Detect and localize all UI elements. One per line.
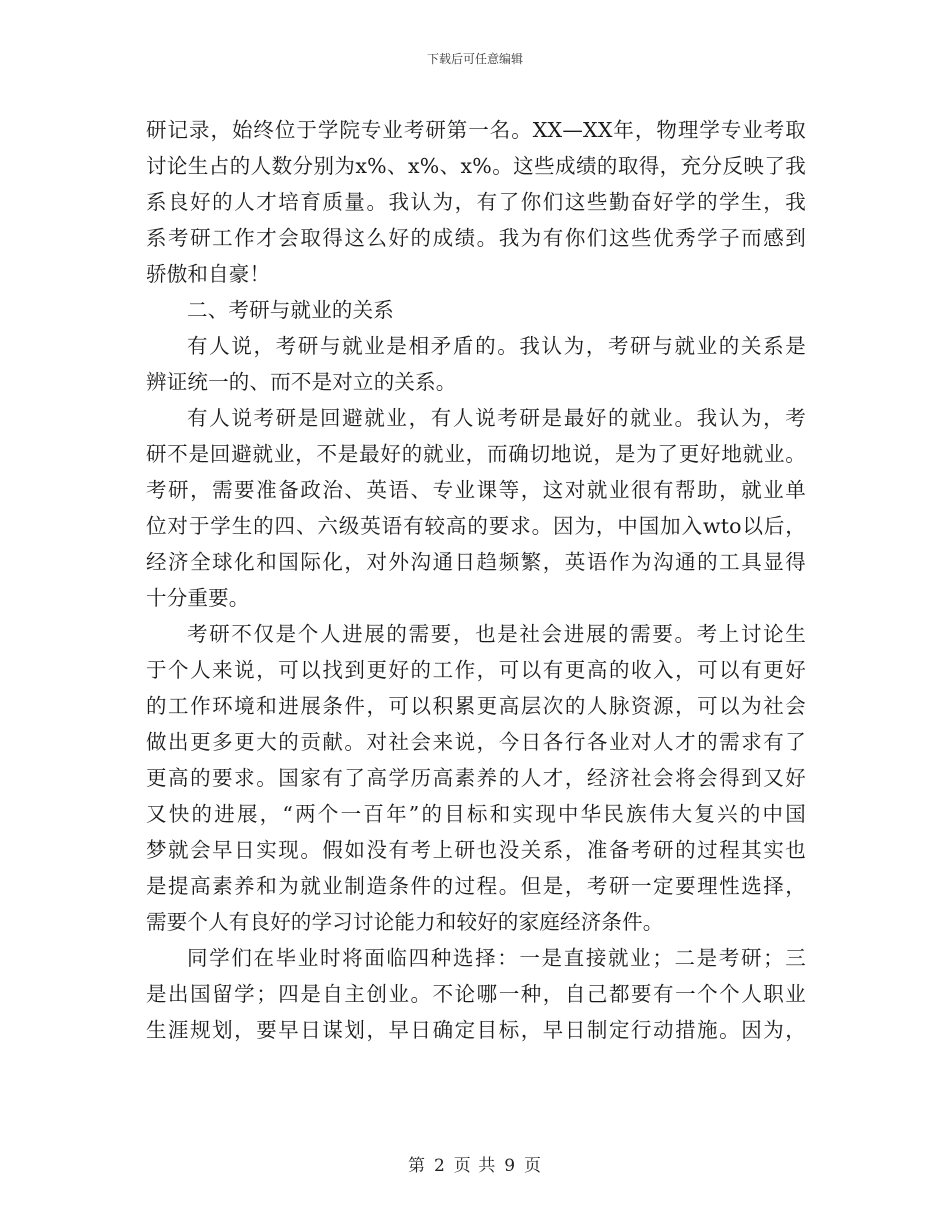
text-line: 研记录，始终位于学院专业考研第一名。XX—XX年，物理学专业考取 — [146, 118, 806, 142]
footer-total-pages: 9 — [504, 1156, 517, 1176]
footer-current-page: 2 — [433, 1156, 446, 1176]
text-line: 考研，需要准备政治、英语、专业课等，这对就业很有帮助，就业单 — [146, 478, 806, 502]
text-line: 又快的进展，“两个一百年”的目标和实现中华民族伟大复兴的中国 — [146, 802, 806, 826]
document-body — [146, 112, 806, 1048]
text-line: 系良好的人才培育质量。我认为，有了你们这些勤奋好学的学生，我 — [146, 190, 806, 214]
text-line: 有人说考研是回避就业，有人说考研是最好的就业。我认为，考 — [187, 406, 806, 430]
text-line: 研不是回避就业，不是最好的就业，而确切地说，是为了更好地就业。 — [146, 442, 806, 466]
footer-prefix: 第 — [407, 1156, 426, 1176]
text-line: 同学们在毕业时将面临四种选择：一是直接就业；二是考研；三 — [187, 946, 806, 970]
footer-suffix: 页 — [524, 1156, 543, 1176]
page-footer — [0, 1151, 950, 1176]
text-line: 的工作环境和进展条件，可以积累更高层次的人脉资源，可以为社会 — [146, 694, 806, 718]
text-line: 做出更多更大的贡献。对社会来说，今日各行各业对人才的需求有了 — [146, 730, 806, 754]
text-line: 更高的要求。国家有了高学历高素养的人才，经济社会将会得到又好 — [146, 766, 806, 790]
text-line: 需要个人有良好的学习讨论能力和较好的家庭经济条件。 — [146, 910, 664, 934]
text-line: 二、考研与就业的关系 — [187, 298, 394, 322]
page-header: 下载后可任意编辑 — [426, 52, 523, 66]
text-line: 骄傲和自豪！ — [146, 262, 271, 286]
text-line: 位对于学生的四、六级英语有较高的要求。因为，中国加入wto以后， — [146, 514, 806, 538]
text-line: 经济全球化和国际化，对外沟通日趋频繁，英语作为沟通的工具显得 — [146, 550, 806, 574]
text-line: 讨论生占的人数分别为x%、x%、x%。这些成绩的取得，充分反映了我 — [146, 154, 806, 178]
text-line: 十分重要。 — [146, 586, 250, 610]
text-line: 是出国留学；四是自主创业。不论哪一种，自己都要有一个个人职业 — [146, 982, 806, 1006]
footer-middle: 页 共 — [453, 1156, 497, 1176]
text-line: 是提高素养和为就业制造条件的过程。但是，考研一定要理性选择， — [146, 874, 806, 898]
text-line: 梦就会早日实现。假如没有考上研也没关系，准备考研的过程其实也 — [146, 838, 806, 862]
text-line: 有人说，考研与就业是相矛盾的。我认为，考研与就业的关系是 — [187, 334, 806, 358]
text-line: 于个人来说，可以找到更好的工作，可以有更高的收入，可以有更好 — [146, 658, 806, 682]
text-line: 辨证统一的、而不是对立的关系。 — [146, 370, 457, 394]
text-line: 考研不仅是个人进展的需要，也是社会进展的需要。考上讨论生 — [187, 622, 806, 646]
text-line: 系考研工作才会取得这么好的成绩。我为有你们这些优秀学子而感到 — [146, 226, 806, 250]
text-line: 生涯规划，要早日谋划，早日确定目标，早日制定行动措施。因为， — [146, 1018, 806, 1042]
